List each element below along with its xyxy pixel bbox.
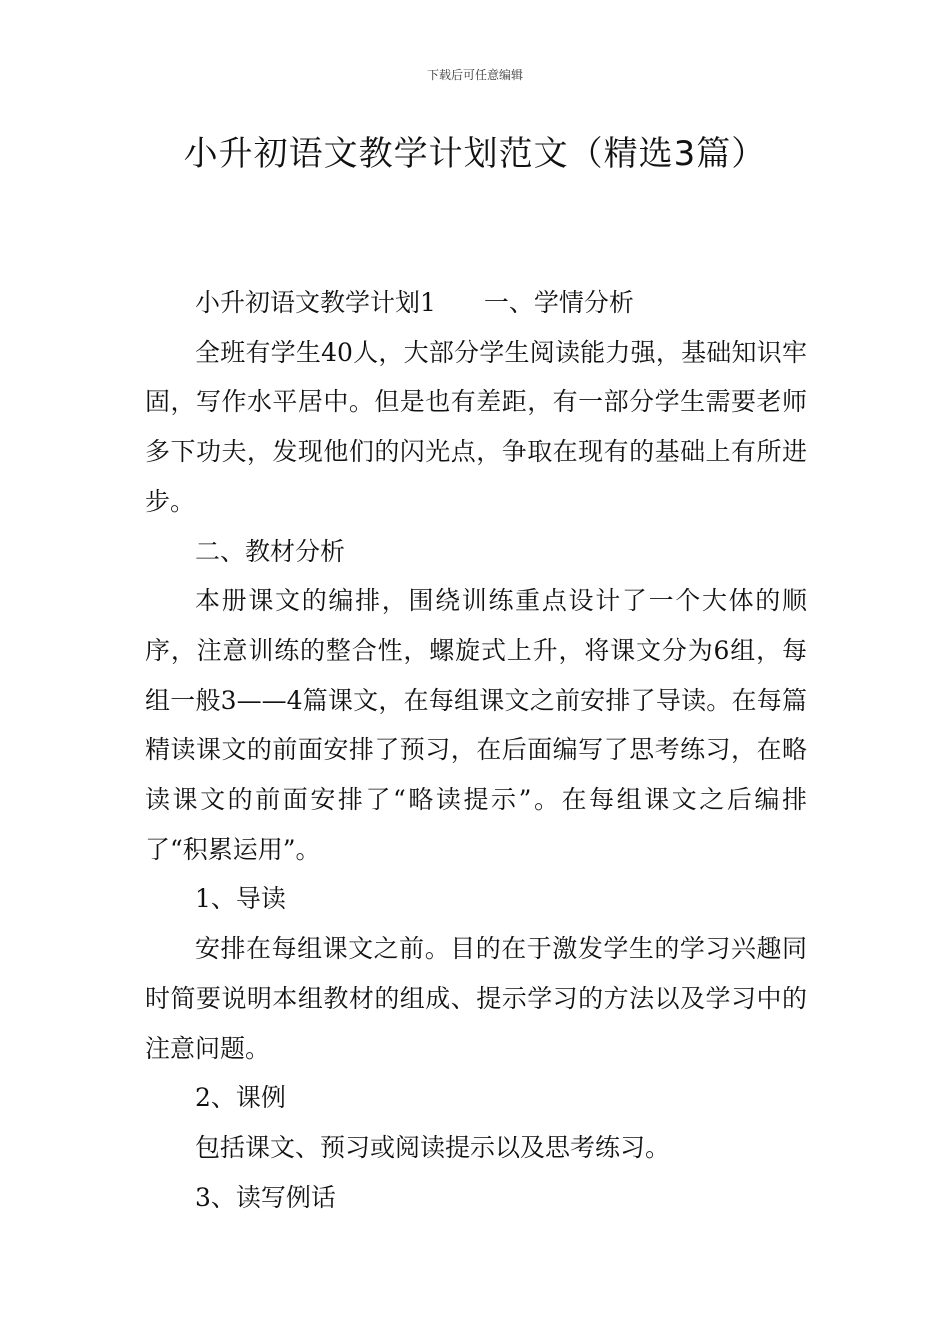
paragraph-textbook: 本册课文的编排，围绕训练重点设计了一个大体的顺序，注意训练的整合性，螺旋式上升，将课文分为6组，每组一般3——4篇课文，在每组课文之前安排了导读。在每篇精读课文的前面安排了预习，在后面编写了思考练习，在略读课文的前面安排了“略读提示”。在每组课文之后编排了“积累运用”。 [145,586,807,864]
item-heading-reading-writing: 3、读写例话 [195,1182,336,1212]
item-heading-guide: 1、导读 [195,884,286,914]
plan-label: 小升初语文教学计划1 [195,288,436,317]
paragraph-guide: 安排在每组课文之前。目的在于激发学生的学习兴趣同时简要说明本组教材的组成、提示学习的方法以及学习中的注意问题。 [145,934,807,1063]
page-header-note: 下载后可任意编辑 [426,68,523,82]
document-title: 小升初语文教学计划范文（精选3篇） [183,134,767,174]
item-heading-lessons: 2、课例 [195,1083,286,1113]
paragraph-lessons: 包括课文、预习或阅读提示以及思考练习。 [195,1132,671,1162]
section-heading-analysis: 一、学情分析 [483,288,634,317]
paragraph-students: 全班有学生40人，大部分学生阅读能力强，基础知识牢固，写作水平居中。但是也有差距，有一部分学生需要老师多下功夫，发现他们的闪光点，争取在现有的基础上有所进步。 [145,337,807,516]
document-body [145,278,807,1222]
plan-heading-line [145,278,807,328]
section-heading-textbook: 二、教材分析 [195,536,346,566]
